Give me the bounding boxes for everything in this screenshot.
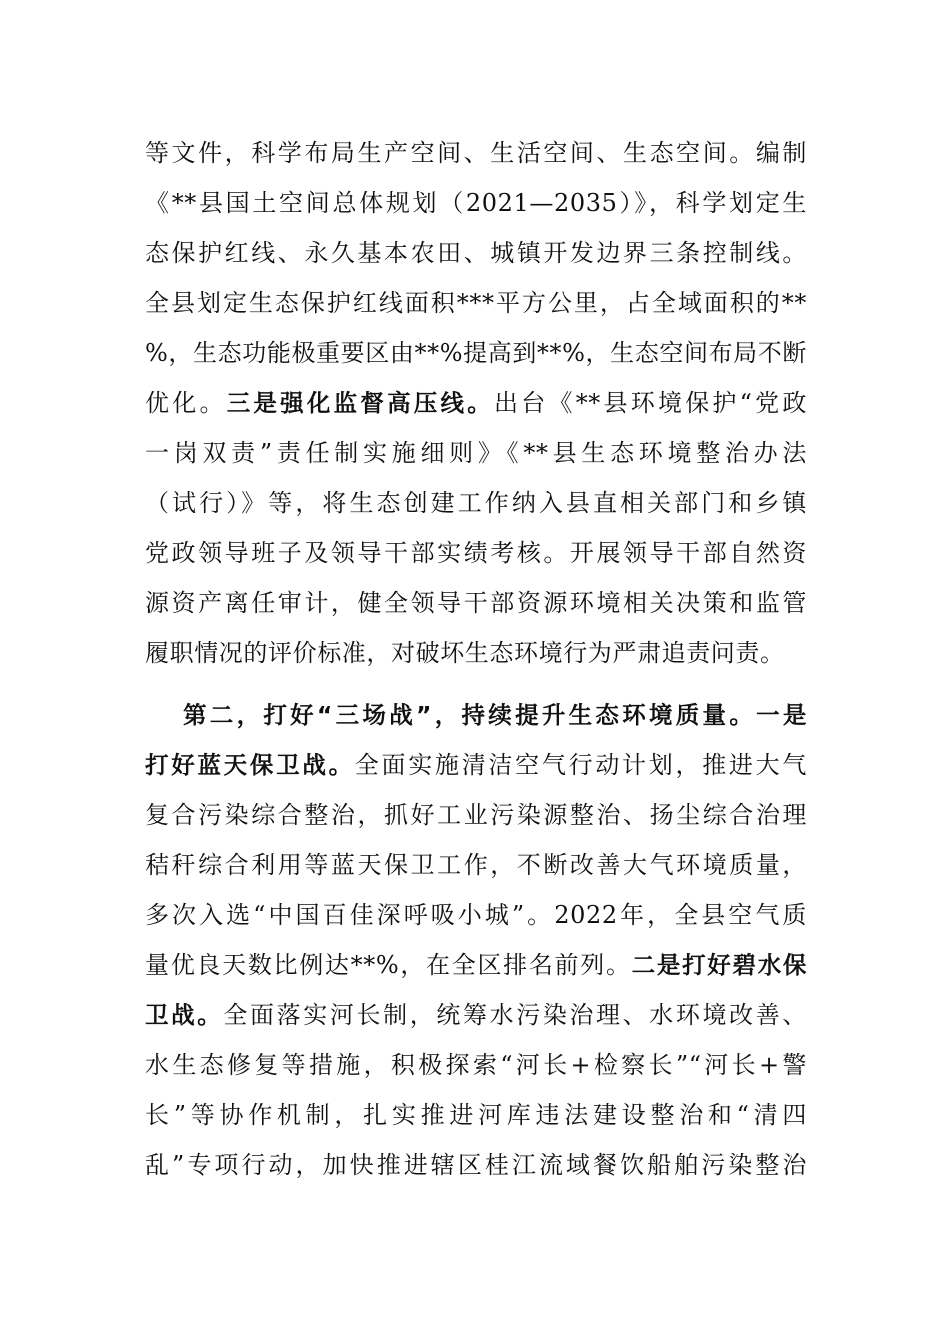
bold-heading-text: 卫战。 (145, 1001, 224, 1029)
text-line (145, 990, 807, 1040)
text-line (145, 1090, 807, 1140)
body-text: 等文件，科学布局生产空间、生活空间、生态空间。编制 (145, 139, 807, 167)
text-line (145, 890, 807, 940)
body-text: 长”等协作机制，扎实推进河库违法建设整治和“清四 (145, 1101, 807, 1129)
text-line (145, 1040, 807, 1090)
text-line (145, 278, 807, 328)
text-line (145, 178, 807, 228)
body-text: 出台《**县环境保护“党政 (494, 389, 807, 417)
body-text: 秸秆综合利用等蓝天保卫工作，不断改善大气环境质量， (145, 851, 807, 879)
body-text: 全面实施清洁空气行动计划，推进大气 (354, 751, 807, 779)
body-text: 履职情况的评价标准，对破坏生态环境行为严肃追责问责。 (145, 639, 785, 667)
body-text: 态保护红线、永久基本农田、城镇开发边界三条控制线。 (145, 239, 807, 267)
bold-heading-text: 三是强化监督高压线。 (226, 389, 494, 417)
body-text: 《**县国土空间总体规划（2021—2035）》，科学划定生 (145, 189, 807, 217)
body-text: 乱”专项行动，加快推进辖区桂江流域餐饮船舶污染整治 (145, 1151, 807, 1179)
bold-heading-text: 第二，打好“三场战”，持续提升生态环境质量。一是 (183, 701, 807, 729)
text-line (145, 378, 807, 428)
text-line (145, 578, 807, 628)
body-text: 量优良天数比例达**%，在全区排名前列。 (145, 951, 632, 979)
body-text: 全县划定生态保护红线面积***平方公里，占全域面积的** (145, 289, 807, 317)
body-text: %，生态功能极重要区由**%提高到**%，生态空间布局不断 (145, 339, 807, 367)
body-text: 多次入选“中国百佳深呼吸小城”。2022年，全县空气质 (145, 901, 807, 929)
paragraph-three-battles (145, 690, 807, 1190)
body-text: 复合污染综合整治，抓好工业污染源整治、扬尘综合治理 (145, 801, 807, 829)
body-text: 一岗双责”责任制实施细则》《**县生态环境整治办法 (145, 439, 807, 467)
body-text: 优化。 (145, 389, 227, 417)
body-text: 源资产离任审计，健全领导干部资源环境相关决策和监管 (145, 589, 807, 617)
text-line (145, 478, 807, 528)
bold-heading-text: 打好蓝天保卫战。 (145, 751, 355, 779)
bold-heading-text: 二是打好碧水保 (631, 951, 807, 979)
body-text: 党政领导班子及领导干部实绩考核。开展领导干部自然资 (145, 539, 807, 567)
text-line (145, 228, 807, 278)
text-line (145, 128, 807, 178)
text-line (145, 790, 807, 840)
text-line (145, 840, 807, 890)
text-line (145, 940, 807, 990)
text-line (145, 428, 807, 478)
text-line (145, 628, 807, 678)
body-text: 水生态修复等措施，积极探索“河长+检察长”“河长+警 (145, 1051, 807, 1079)
body-text: （试行）》等，将生态创建工作纳入县直相关部门和乡镇 (145, 489, 807, 517)
text-line (145, 528, 807, 578)
text-line (145, 690, 807, 740)
text-line (145, 1140, 807, 1190)
paragraph-spatial-planning (145, 128, 807, 678)
text-line (145, 328, 807, 378)
text-line (145, 740, 807, 790)
body-text: 全面落实河长制，统筹水污染治理、水环境改善、 (223, 1001, 807, 1029)
